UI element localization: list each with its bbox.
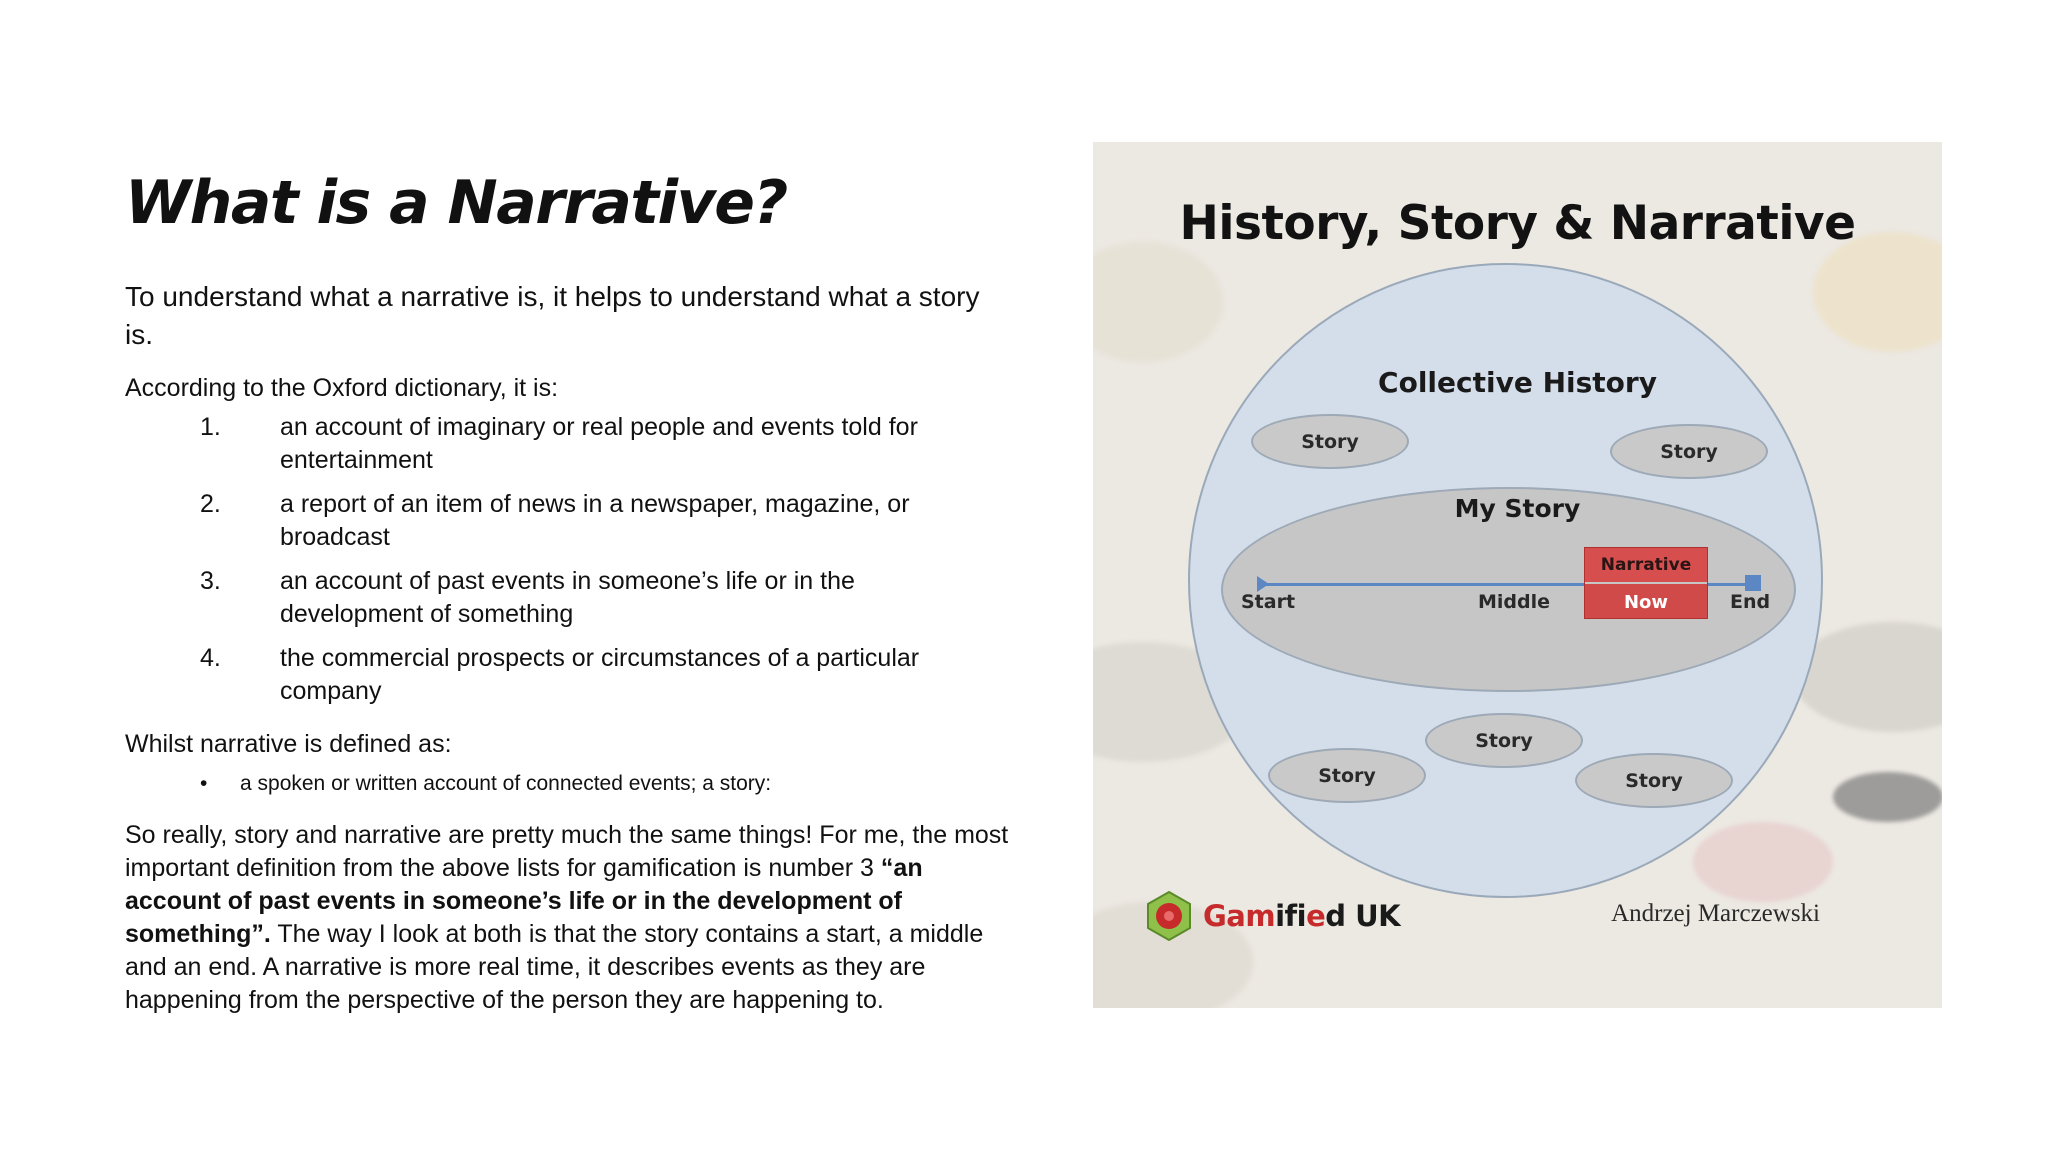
gear-icon [1143,890,1195,942]
narrative-intro: Whilst narrative is defined as: [125,730,452,758]
story-oval: Story [1425,713,1583,768]
page-title: What is a Narrative? [125,168,787,238]
closing-text-2: The way I look at both is that the story contains a start, a middle and an end. A narrative is more real time, it describes events as they are happening from the perspective of the person they are happening to. [125,920,984,1014]
timeline-start-label: Start [1241,591,1296,613]
figure-title: History, Story & Narrative [1179,196,1856,251]
collective-history-label: Collective History [1378,366,1657,399]
brand-text-2: ifi [1275,899,1307,933]
definition-list [125,411,1025,708]
narrative-bullet-list [125,769,1025,799]
author-signature: Andrzej Marczewski [1611,900,1820,927]
list-item [125,411,1025,477]
brand-text-1: Gam [1203,899,1276,933]
list-number: 4. [200,644,221,672]
list-item [125,488,1025,554]
narrative-box [1584,547,1708,619]
closing-quote: “an account of past events in someone’s life or in the development of something”. [125,854,923,948]
closing-text-1: So really, story and narrative are pretty much the same things! For me, the most important definition from the above lists for gamification is number 3 [125,821,1009,882]
bullet-icon: • [200,772,208,795]
list-number: 2. [200,490,221,518]
background-blob [1833,772,1942,822]
list-text: an account of past events in someone’s life or in the development of something [280,567,855,628]
now-label: Now [1623,591,1669,613]
list-item [125,642,1025,708]
gamified-uk-logo [1143,890,1400,942]
closing-paragraph [125,819,1025,1017]
timeline-end-marker [1745,575,1761,591]
bullet-text: a spoken or written account of connected events; a story: [240,772,772,795]
oxford-intro: According to the Oxford dictionary, it is: [125,374,559,402]
diagram-image [1093,142,1942,1008]
list-text: a report of an item of news in a newspaper, magazine, or broadcast [280,490,910,551]
brand-text-3: e [1306,899,1326,933]
timeline-middle-label: Middle [1478,591,1551,613]
story-oval: Story [1575,753,1733,808]
list-item [125,565,1025,631]
list-number: 1. [200,413,221,441]
list-text: the commercial prospects or circumstances of a particular company [280,644,920,705]
list-number: 3. [200,567,221,595]
story-oval: Story [1251,414,1409,469]
my-story-label: My Story [1454,494,1581,523]
background-blob [1693,822,1833,902]
narrative-label: Narrative [1585,548,1707,584]
story-oval: Story [1610,424,1768,479]
timeline-end-label: End [1730,591,1771,613]
intro-paragraph: To understand what a narrative is, it helps to understand what a story is. [125,281,980,350]
text-column [125,170,1025,1017]
story-oval: Story [1268,748,1426,803]
timeline-start-arrow [1257,576,1269,592]
brand-text-4: d UK [1325,899,1401,933]
list-item [125,769,1025,799]
list-text: an account of imaginary or real people and events told for entertainment [280,413,918,474]
background-blob [1093,242,1223,362]
